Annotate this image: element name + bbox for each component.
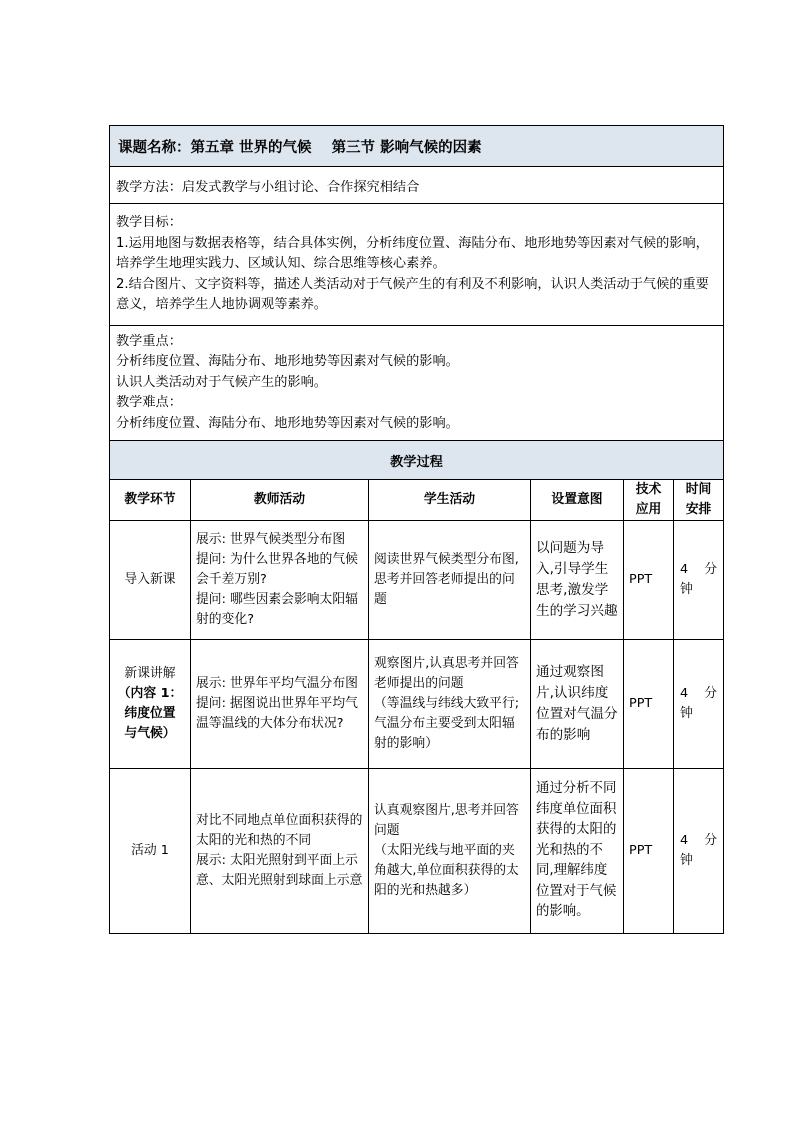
teacher-activity-text: 展示: 世界气候类型分布图 bbox=[196, 532, 346, 547]
intent-text: 以问题为导入,引导学生思考,激发学生的学习兴趣 bbox=[536, 540, 618, 619]
goals-row bbox=[110, 204, 724, 326]
student-activity-text: 观察图片,认真思考并回答老师提出的问题 bbox=[374, 656, 519, 691]
col-stage-header: 教学环节 bbox=[110, 480, 191, 521]
time-unit: 钟 bbox=[680, 853, 693, 868]
key-point-item: 认识人类活动对于气候产生的影响。 bbox=[116, 374, 327, 390]
student-activity-text: 阅读世界气候类型分布图,思考并回答老师提出的问题 bbox=[374, 552, 519, 607]
time-unit: 分 bbox=[704, 686, 717, 701]
goal-item: 1.运用地图与数据表格等，结合具体实例，分析纬度位置、海陆分布、地形地势等因素对气候的影响，培养学生地理实践力、区域认知、综合思维等核心素养。 bbox=[116, 235, 709, 272]
process-row bbox=[110, 769, 724, 934]
key-points bbox=[110, 326, 724, 441]
lesson-plan bbox=[109, 125, 723, 934]
stage-text: 纬度位置 bbox=[124, 706, 176, 721]
teaching-goals bbox=[110, 204, 724, 326]
col-tech-header-line: 应用 bbox=[635, 502, 662, 517]
teacher-activity-cell bbox=[191, 521, 369, 640]
col-intent-header: 设置意图 bbox=[531, 480, 624, 521]
stage-text: 活动 1 bbox=[131, 843, 169, 858]
key-points-label: 教学重点： bbox=[116, 333, 182, 349]
chapter-title: 第五章 世界的气候 bbox=[190, 139, 312, 156]
teacher-activity-cell bbox=[191, 769, 369, 934]
col-tech-header-line: 技术 bbox=[635, 482, 662, 497]
teacher-activity-text: 对比不同地点单位面积获得的太阳的光和热的不同 bbox=[196, 813, 363, 848]
title-cell bbox=[110, 126, 724, 167]
student-activity-cell bbox=[369, 640, 531, 769]
time-unit: 分 bbox=[704, 833, 717, 848]
student-activity-text: 认真观察图片,思考并回答问题 bbox=[374, 803, 519, 838]
tech-cell bbox=[624, 769, 674, 934]
stage-cell bbox=[110, 640, 191, 769]
key-point-item: 分析纬度位置、海陆分布、地形地势等因素对气候的影响。 bbox=[116, 354, 459, 370]
col-tech-header bbox=[624, 480, 674, 521]
tech-cell bbox=[624, 521, 674, 640]
col-student-header: 学生活动 bbox=[369, 480, 531, 521]
intent-cell bbox=[531, 640, 624, 769]
teacher-activity-text: 展示: 世界年平均气温分布图 bbox=[196, 676, 358, 691]
stage-text: 导入新课 bbox=[124, 572, 176, 587]
title-row bbox=[110, 126, 724, 167]
goal-item: 2.结合图片、文字资料等，描述人类活动对于气候产生的有利及不利影响，认识人类活动于气候的重要意义，培养学生人地协调观等素养。 bbox=[116, 276, 709, 313]
time-unit: 钟 bbox=[680, 582, 693, 597]
time-unit: 钟 bbox=[680, 706, 693, 721]
time-number: 4 bbox=[680, 686, 689, 701]
stage-text: 新课讲解 bbox=[124, 666, 176, 681]
intent-cell bbox=[531, 769, 624, 934]
time-cell bbox=[674, 521, 724, 640]
section-title: 第三节 影响气候的因素 bbox=[331, 139, 482, 156]
stage-text: （内容 1： bbox=[117, 686, 183, 701]
key-points-row bbox=[110, 326, 724, 441]
tech-cell bbox=[624, 640, 674, 769]
stage-cell bbox=[110, 769, 191, 934]
time-cell bbox=[674, 769, 724, 934]
teacher-activity-text: 提问: 为什么世界各地的气候会千差万别? bbox=[196, 552, 358, 587]
title-label: 课题名称： bbox=[118, 139, 191, 156]
teacher-activity-text: 提问: 哪些因素会影响太阳辐射的变化? bbox=[196, 592, 358, 627]
intent-text: 通过分析不同纬度单位面积获得的太阳的光和热的不同,理解纬度位置对于气候的影响。 bbox=[536, 781, 617, 920]
col-time-header bbox=[674, 480, 724, 521]
difficult-points-label: 教学难点： bbox=[116, 395, 182, 411]
time-cell bbox=[674, 640, 724, 769]
process-title-row bbox=[110, 441, 724, 480]
difficult-point-item: 分析纬度位置、海陆分布、地形地势等因素对气候的影响。 bbox=[116, 415, 459, 431]
teacher-activity-text: 提问: 据图说出世界年平均气温等温线的大体分布状况? bbox=[196, 696, 358, 731]
process-row bbox=[110, 640, 724, 769]
student-activity-text: （等温线与纬线大致平行;气温分布主要受到太阳辐射的影响） bbox=[374, 696, 520, 751]
col-time-header-line: 时间 bbox=[685, 482, 712, 497]
teacher-activity-text: 展示: 太阳光照射到平面上示意、太阳光照射到球面上示意 bbox=[196, 853, 363, 888]
student-activity-text: （太阳光线与地平面的夹角越大,单位面积获得的太阳的光和热越多） bbox=[374, 843, 519, 898]
col-teacher-header: 教师活动 bbox=[191, 480, 369, 521]
tech-text: PPT bbox=[629, 572, 653, 587]
tech-text: PPT bbox=[629, 843, 653, 858]
goals-label: 教学目标： bbox=[116, 215, 182, 231]
stage-text: 与气候） bbox=[124, 726, 176, 741]
process-title: 教学过程 bbox=[110, 441, 724, 480]
teacher-activity-cell bbox=[191, 640, 369, 769]
lesson-plan-table bbox=[109, 125, 724, 934]
process-header-row bbox=[110, 480, 724, 521]
stage-cell bbox=[110, 521, 191, 640]
time-number: 4 bbox=[680, 833, 689, 848]
intent-cell bbox=[531, 521, 624, 640]
process-row bbox=[110, 521, 724, 640]
time-number: 4 bbox=[680, 562, 689, 577]
student-activity-cell bbox=[369, 521, 531, 640]
col-time-header-line: 安排 bbox=[685, 502, 712, 517]
teaching-method: 教学方法：启发式教学与小组讨论、合作探究相结合 bbox=[110, 167, 724, 204]
student-activity-cell bbox=[369, 769, 531, 934]
intent-text: 通过观察图片,认识纬度位置对气温分布的影响 bbox=[536, 664, 618, 743]
method-row bbox=[110, 167, 724, 204]
tech-text: PPT bbox=[629, 696, 653, 711]
time-unit: 分 bbox=[704, 562, 717, 577]
